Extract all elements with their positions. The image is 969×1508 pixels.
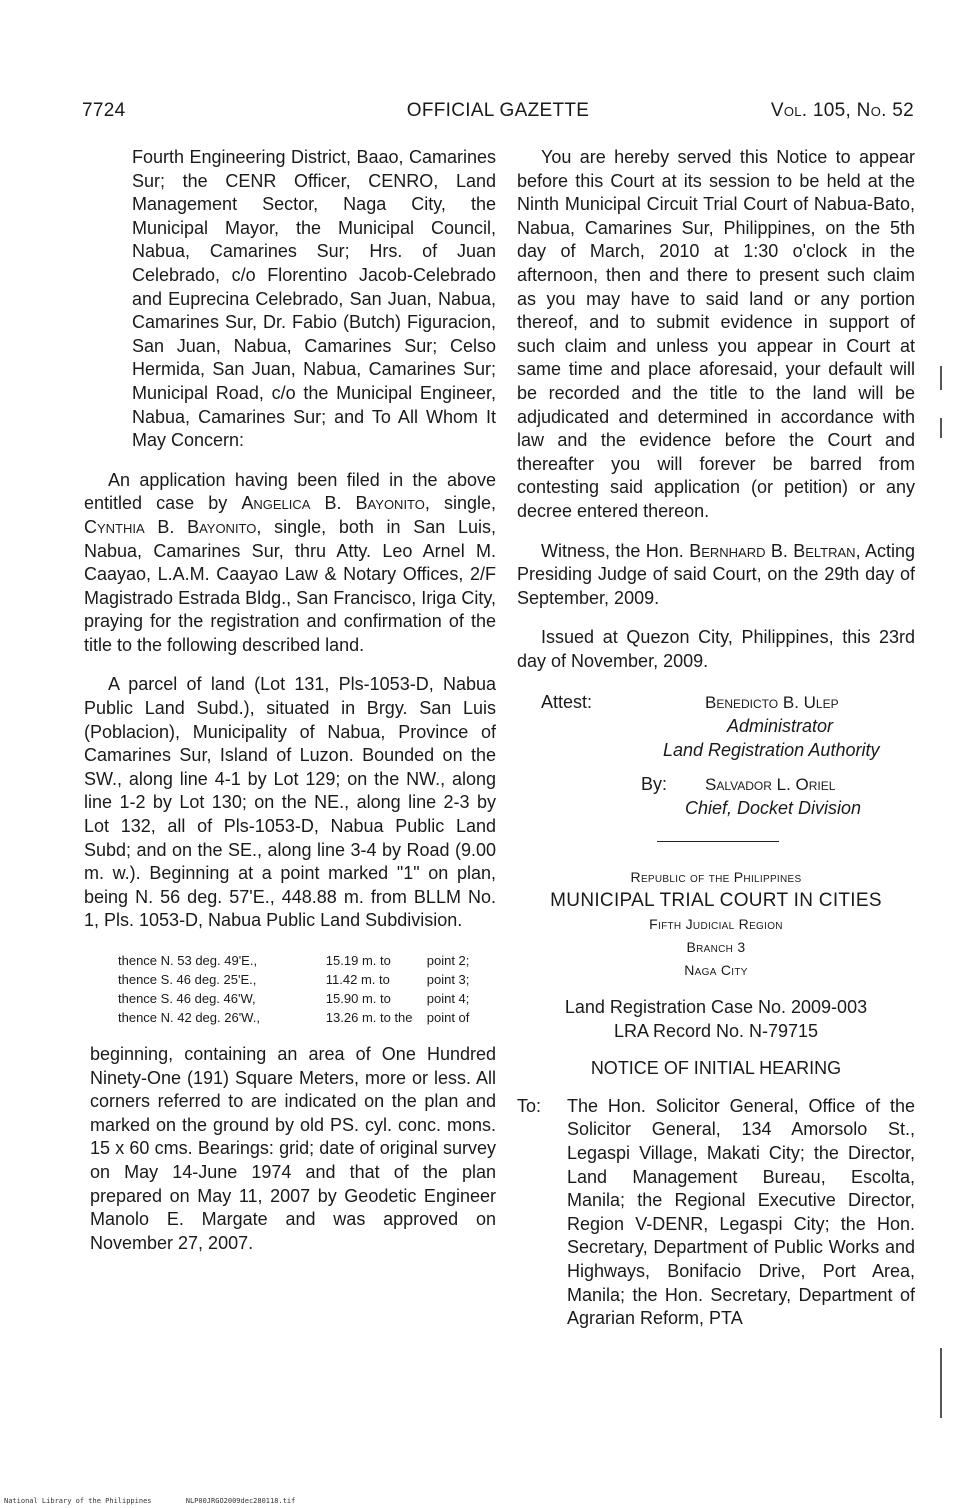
scan-edge-mark [940,1348,942,1418]
authority-name: Land Registration Authority [663,740,880,761]
scan-footer [4,1497,325,1505]
chief-title: Chief, Docket Division [685,798,862,819]
witness-text: Witness, the Hon. [541,540,690,561]
scan-edge-mark [940,366,942,390]
branch-line: Branch 3 [686,939,746,956]
distance-cell: 11.42 m. to [325,972,390,987]
case-info [517,996,915,1043]
page-header [82,100,914,126]
left-column [84,146,496,1255]
application-text: , single, both in San Luis, Nabua, Camarines Sur, thru Atty. Leo Arnel M. Caayao, L.A.M. Caayao Law & Notary Offices, 2/F Magistrado Estrada Bldg., San Francisco, Iriga City, praying for the registration and confirmation of the title to the following described land. [84,516,496,655]
to-addressees: The Hon. Solicitor General, Office of the Solicitor General, 134 Amorsolo St., Legaspi Village, Makati City; the Director, Land Management Bureau, Escolta, Manila; the Regional Executive Director, Region V-DENR, Legaspi City; the Hon. Secretary, Department of Public Works and Highways, Bonifacio Drive, Port Area, Manila; the Hon. Secretary, Department of Agrarian Reform, PTA [567,1095,915,1329]
court-header [517,866,915,982]
witness-text: , Acting Presiding Judge of said Court, on the 29th day of September, 2009. [517,540,915,608]
bearing-cell: thence S. 46 deg. 25'E., [118,972,257,987]
attest-label: Attest: [541,692,593,713]
notice-title: NOTICE OF INITIAL HEARING [590,1058,842,1079]
volume-info: Vol. 105, No. 52 [770,100,914,121]
library-credit: National Library of the Philippines [4,1497,152,1505]
table-row [118,970,496,989]
lra-record-number: LRA Record No. N-79715 [613,1020,819,1041]
applicant-name: Cynthia B. Bayonito [84,516,257,537]
bearing-cell: thence N. 53 deg. 49'E., [118,953,258,968]
region-line: Fifth Judicial Region [649,916,783,933]
issued-paragraph: Issued at Quezon City, Philippines, this 23rd day of November, 2009. [517,627,915,671]
bearings-table [118,951,496,1027]
chief-name: Salvador L. Oriel [705,775,836,795]
by-label: By: [641,774,668,795]
point-cell: point of [426,1010,470,1025]
city-line: Naga City [684,962,748,979]
parcel-description: A parcel of land (Lot 131, Pls-1053-D, Nabua Public Land Subd.), situated in Brgy. San Luis (Poblacion), Municipality of Nabua, Province of Camarines Sur, Island of Luzon. Bounded on the SW., along line 4-1 by Lot 129; on the NW., along line 1-2 by Lot 130; on the NE., along line 2-3 by Lot 132, all of Pls-1053-D, Nabua Public Land Subd; and on the SE., along line 3-4 by Road (9.00 m. w.). Beginning at a point marked "1" on plan, being N. 56 deg. 57'E., 448.88 m. from BLLM No. 1, Pls. 1053-D, Nabua Public Land Subdivision. [84,674,496,931]
notice-paragraph: You are hereby served this Notice to appear before this Court at its session to be held at the Ninth Municipal Circuit Trial Court of Nabua-Bato, Nabua, Camarines Sur, Philippines, on the 5th day of March, 2010 at 1:30 o'clock in the afternoon, then and there to present such claim as you may have to said land or any portion thereof, and to submit evidence in support of such claim and unless you appear in Court at same time and place aforesaid, your default will be recorded and the title to the land will be adjudicated and determined in accordance with law and the evidence before the Court and thereafter you will forever be barred from contesting said application (or petition) or any decree entered thereon. [517,147,915,521]
right-column [517,146,915,1331]
publication-title: OFFICIAL GAZETTE [406,100,590,121]
scan-edge-mark [940,418,942,438]
table-row [118,989,496,1008]
witness-paragraph [517,540,915,611]
application-text: An application having been filed in the above entitled case by [84,469,496,514]
application-text: , single, [424,493,496,514]
point-cell: point 4; [426,991,470,1006]
administrator-name: Benedicto B. Ulep [705,693,839,713]
applicant-name: Angelica B. Bayonito [241,493,425,514]
page-number: 7724 [82,100,126,121]
table-row [118,1008,496,1027]
distance-cell: 15.90 m. to [325,991,391,1006]
application-paragraph [84,469,496,658]
section-divider [657,841,779,842]
file-name: NLP00JRGO2009dec280118.tif [185,1497,296,1505]
to-label: To: [517,1095,542,1116]
point-cell: point 2; [426,953,470,968]
to-block [517,1095,915,1331]
point-cell: point 3; [426,972,470,987]
addressee-list: Fourth Engineering District, Baao, Camarines Sur; the CENR Officer, CENRO, Land Management Sector, Naga City, the Municipal Mayor, the Municipal Council, Nabua, Camarines Sur; Hrs. of Juan Celebrado, c/o Florentino Jacob-Celebrado and Euprecina Celebrado, San Juan, Nabua, Camarines Sur, Dr. Fabio (Butch) Figuracion, San Juan, Nabua, Camarines Sur; Celso Hermida, San Juan, Nabua, Camarines Sur; Municipal Road, c/o the Municipal Engineer, Nabua, Camarines Sur; and To All Whom It May Concern: [132,147,496,451]
distance-cell: 15.19 m. to [325,953,391,968]
case-number: Land Registration Case No. 2009-003 [564,997,868,1018]
administrator-title: Administrator [727,716,834,737]
distance-cell: 13.26 m. to the [325,1010,413,1025]
attestation-block [517,691,915,819]
table-row [118,951,496,970]
republic-line: Republic of the Philippines [630,869,802,886]
judge-name: Bernhard B. Beltran [689,540,856,561]
bearing-cell: thence N. 42 deg. 26'W., [118,1010,260,1025]
bearing-cell: thence S. 46 deg. 46'W, [118,991,256,1006]
court-name: MUNICIPAL TRIAL COURT IN CITIES [550,890,882,912]
beginning-paragraph: beginning, containing an area of One Hundred Ninety-One (191) Square Meters, more or less. All corners referred to are indicated on the plan and marked on the ground by old PS. cyl. conc. mons. 15 x 60 cms. Bearings: grid; date of original survey on May 14-June 1974 and that of the plan prepared on May 11, 2007 by Geodetic Engineer Manolo E. Margate and was approved on November 27, 2007. [90,1044,496,1253]
